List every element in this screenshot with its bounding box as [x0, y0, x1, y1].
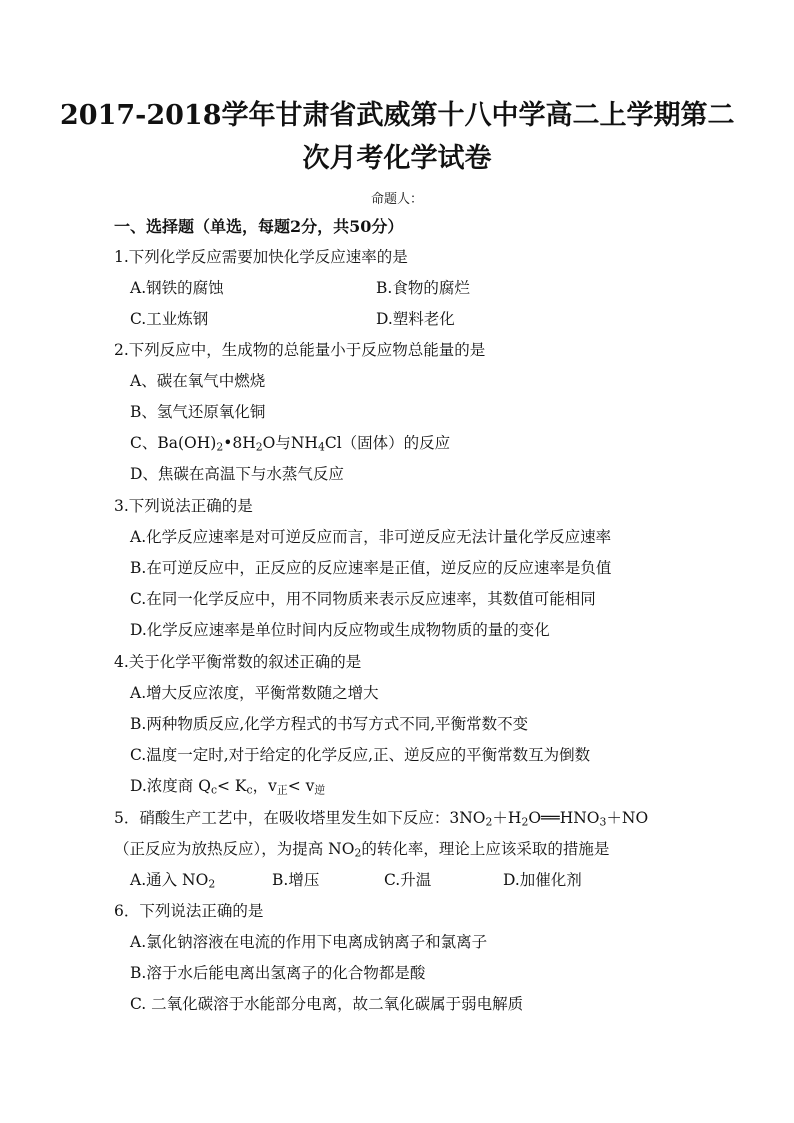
question-5-option-b: B.增压: [272, 871, 320, 889]
question-2-option-a: A、碳在氧气中燃烧: [130, 372, 266, 390]
question-4-option-c: C.温度一定时,对于给定的化学反应,正、逆反应的平衡常数互为倒数: [130, 746, 591, 764]
question-6-option-a: A.氯化钠溶液在电流的作用下电离成钠离子和氯离子: [130, 933, 488, 951]
question-5-option-d: D.加催化剂: [503, 871, 582, 889]
question-5-option-a: A.通入 $NO_2$: [130, 871, 216, 891]
author-label: 命题人：: [370, 192, 423, 207]
question-6-option-b: B.溶于水后能电离出氢离子的化合物都是酸: [130, 964, 426, 982]
question-3-option-b: B.在可逆反应中，正反应的反应速率是正值，逆反应的反应速率是负值: [130, 559, 612, 577]
section-heading: 一、选择题（单选，每题2分，共50分）: [114, 217, 404, 236]
exam-title-line2: 次月考化学试卷: [302, 143, 492, 174]
question-1-option-b: B.食物的腐烂: [376, 279, 470, 297]
question-2-stem: 2.下列反应中，生成物的总能量小于反应物总能量的是: [114, 341, 486, 359]
question-4-stem: 4.关于化学平衡常数的叙述正确的是: [114, 653, 362, 671]
question-6-stem: 6．下列说法正确的是: [114, 902, 264, 920]
question-3-stem: 3.下列说法正确的是: [114, 497, 253, 515]
question-1-option-d: D.塑料老化: [376, 310, 455, 328]
question-3-option-a: A.化学反应速率是对可逆反应而言，非可逆反应无法计量化学反应速率: [130, 528, 612, 546]
question-1-option-a: A.钢铁的腐蚀: [130, 279, 224, 297]
question-4-option-a: A.增大反应浓度，平衡常数随之增大: [130, 684, 379, 702]
question-1-stem: 1.下列化学反应需要加快化学反应速率的是: [114, 248, 408, 266]
question-5-option-c: C.升温: [384, 871, 432, 889]
question-2-option-d: D、焦碳在高温下与水蒸气反应: [130, 465, 344, 483]
question-4-option-d: D.浓度商 $Q_c< K_c$，$v_正< v_逆$: [130, 777, 326, 797]
question-3-option-c: C.在同一化学反应中，用不同物质来表示反应速率，其数值可能相同: [130, 590, 596, 608]
question-2-option-c: C、$Ba(OH)_2•8H_2O$与$NH_4Cl$（固体）的反应: [130, 434, 451, 454]
question-5-stem-line1: 5．硝酸生产工艺中，在吸收塔里发生如下反应：$3NO_2+H_2O══HNO_3+NO$: [114, 809, 649, 829]
exam-title-line1: 2017-2018学年甘肃省武威第十八中学高二上学期第二: [60, 100, 735, 131]
question-5-stem-line2: （正反应为放热反应），为提高 $NO_2$的转化率，理论上应该采取的措施是: [114, 840, 610, 860]
question-2-option-b: B、氢气还原氧化铜: [130, 403, 266, 421]
question-6-option-c: C. 二氧化碳溶于水能部分电离，故二氧化碳属于弱电解质: [130, 995, 524, 1013]
question-1-option-c: C.工业炼钢: [130, 310, 209, 328]
question-4-option-b: B.两种物质反应,化学方程式的书写方式不同,平衡常数不变: [130, 715, 529, 733]
question-3-option-d: D.化学反应速率是单位时间内反应物或生成物物质的量的变化: [130, 621, 550, 639]
